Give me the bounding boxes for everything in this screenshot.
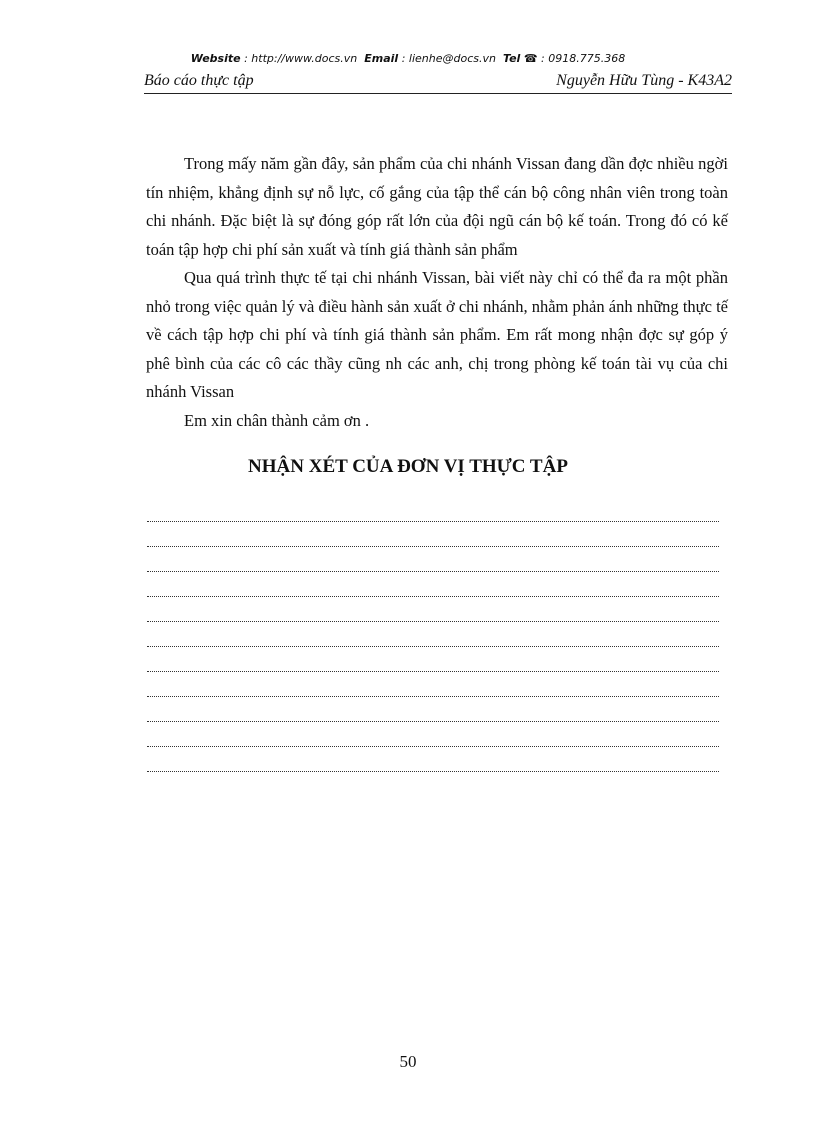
page-header	[144, 72, 732, 94]
tel-label: Tel	[502, 52, 521, 65]
phone-number: : 0918.775.368	[537, 52, 626, 65]
dotted-line	[147, 728, 719, 747]
dotted-line	[147, 603, 719, 622]
author-name: Nguyễn Hữu Tùng - K43A2	[556, 72, 732, 89]
report-title: Báo cáo thực tập	[144, 72, 254, 89]
dotted-line	[147, 553, 719, 572]
website-url: : http://www.docs.vn	[240, 52, 358, 65]
dotted-line	[147, 653, 719, 672]
dotted-line	[147, 703, 719, 722]
body-text	[146, 150, 728, 435]
dotted-line	[147, 753, 719, 772]
paragraph: Trong mấy năm gần đây, sản phẩm của chi nhánh Vissan đang dần đợc nhiều ngời tín nhiệm, khẳng định sự nỗ lực, cố gắng của tập thể cán bộ công nhân viên trong toàn chi nhánh. Đặc biệt là sự đóng góp rất lớn của đội ngũ cán bộ kế toán. Trong đó có kế toán tập hợp chi phí sản xuất và tính giá thành sản phẩm	[146, 154, 728, 259]
dotted-line	[147, 678, 719, 697]
email-label: Email	[364, 52, 399, 65]
section-title: NHẬN XÉT CỦA ĐƠN VỊ THỰC TẬP	[248, 456, 568, 477]
paragraph: Em xin chân thành cảm ơn .	[184, 410, 370, 430]
comment-lines	[147, 503, 719, 778]
phone-icon: ☎	[523, 52, 538, 65]
website-label: Website	[190, 52, 241, 65]
dotted-line	[147, 528, 719, 547]
dotted-line	[147, 578, 719, 597]
page-number: 50	[399, 1052, 417, 1071]
email-address: : lienhe@docs.vn	[398, 52, 496, 65]
website-contact-line	[0, 52, 816, 65]
paragraph: Qua quá trình thực tế tại chi nhánh Vissan, bài viết này chỉ có thể đa ra một phần nhỏ trong việc quản lý và điều hành sản xuất ở chi nhánh, nhằm phản ánh những thực tế về cách tập hợp chi phí và tính giá thành sản phẩm. Em rất mong nhận đợc sự góp ý phê bình của các cô các thầy cũng nh các anh, chị trong phòng kế toán tài vụ của chi nhánh Vissan	[146, 268, 728, 401]
dotted-line	[147, 503, 719, 522]
dotted-line	[147, 628, 719, 647]
